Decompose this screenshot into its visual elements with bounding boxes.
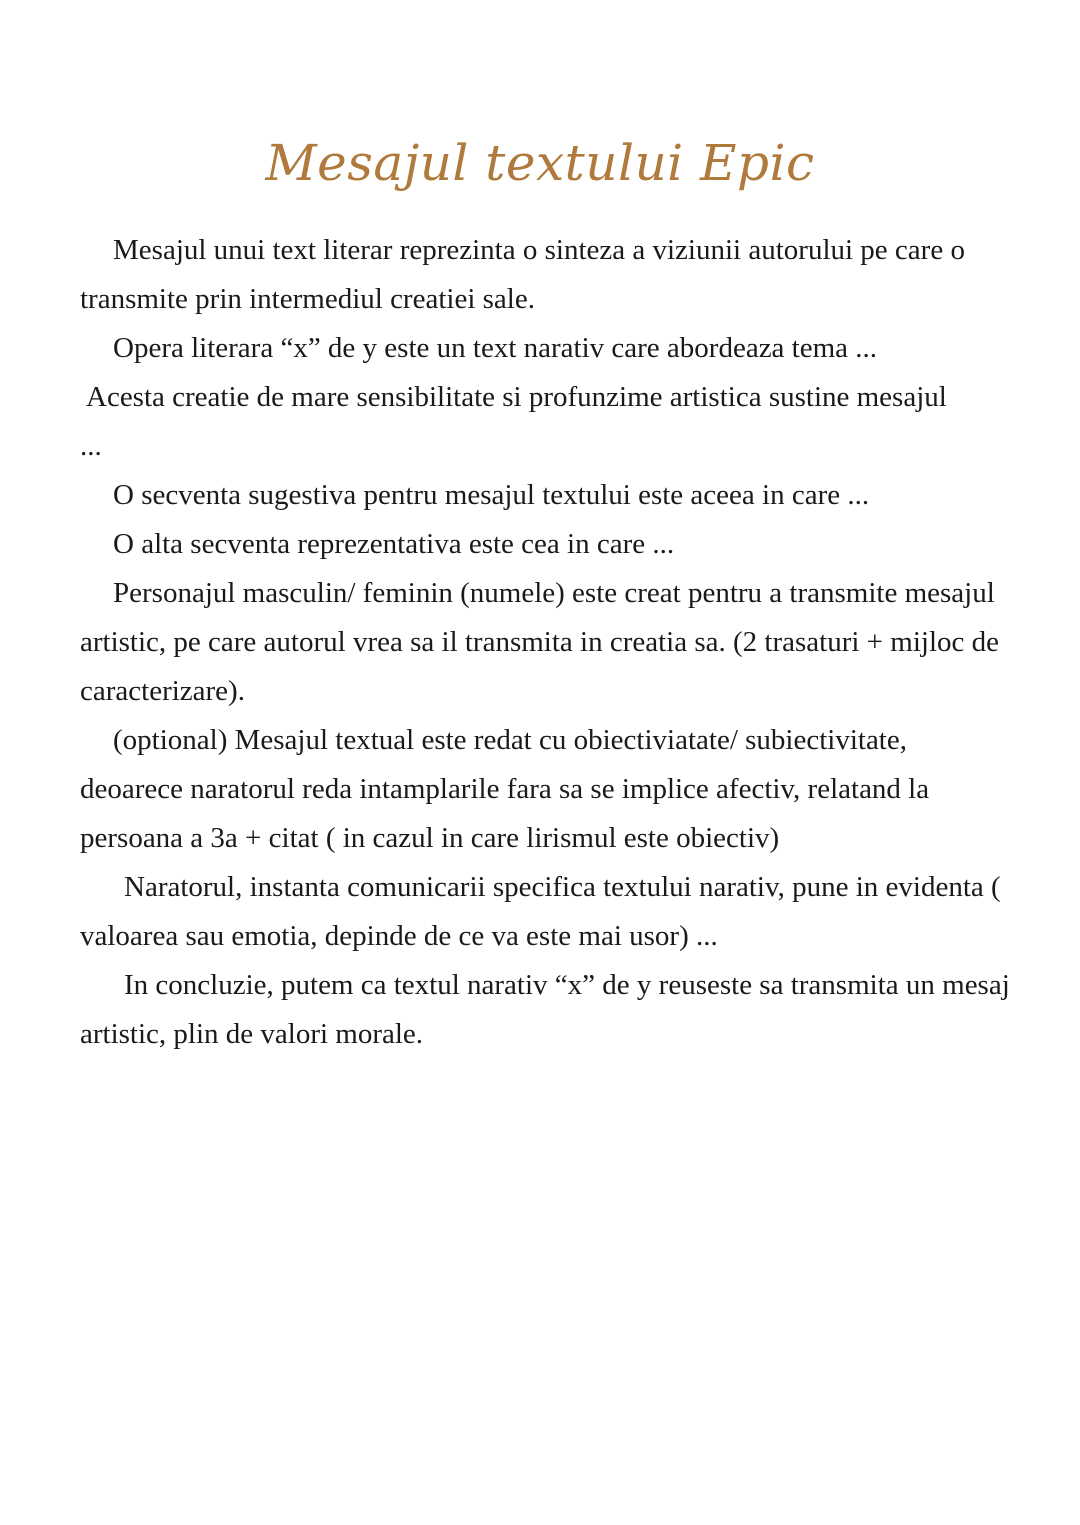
- paragraph-narrator: Naratorul, instanta comunicarii specifica textului narativ, pune in evidenta ( valoarea sau emotia, depinde de ce va este mai usor) ...: [80, 871, 1001, 952]
- paragraph-message-definition: Mesajul unui text literar reprezinta o sinteza a viziunii autorului pe care o transmite prin intermediul creatiei sale.: [80, 234, 965, 315]
- paragraph-suggestive-sequence: O secventa sugestiva pentru mesajul textului este aceea in care ...: [113, 479, 870, 511]
- paragraph-ellipsis: ...: [80, 430, 102, 462]
- paragraph-representative-sequence: O alta secventa reprezentativa este cea in care ...: [113, 528, 675, 560]
- paragraph-character: Personajul masculin/ feminin (numele) este creat pentru a transmite mesajul artistic, pe care autorul vrea sa il transmita in creatia sa. (2 trasaturi + mijloc de caracterizare).: [80, 577, 1000, 707]
- paragraph-objectivity: (optional) Mesajul textual este redat cu obiectiviatate/ subiectivitate, deoarece naratorul reda intamplarile fara sa se implice afectiv, relatand la persoana a 3a + citat ( in cazul in care lirismul este obiectiv): [80, 724, 930, 854]
- document-title: Mesajul textului Epic: [265, 134, 815, 192]
- paragraph-work-theme: Opera literara “x” de y este un text narativ care abordeaza tema ...: [113, 332, 878, 364]
- document-body: [80, 226, 1010, 1059]
- paragraph-conclusion: In concluzie, putem ca textul narativ “x” de y reuseste sa transmita un mesaj artistic, plin de valori morale.: [80, 969, 1010, 1050]
- paragraph-creation-message: Acesta creatie de mare sensibilitate si profunzime artistica sustine mesajul: [86, 381, 947, 413]
